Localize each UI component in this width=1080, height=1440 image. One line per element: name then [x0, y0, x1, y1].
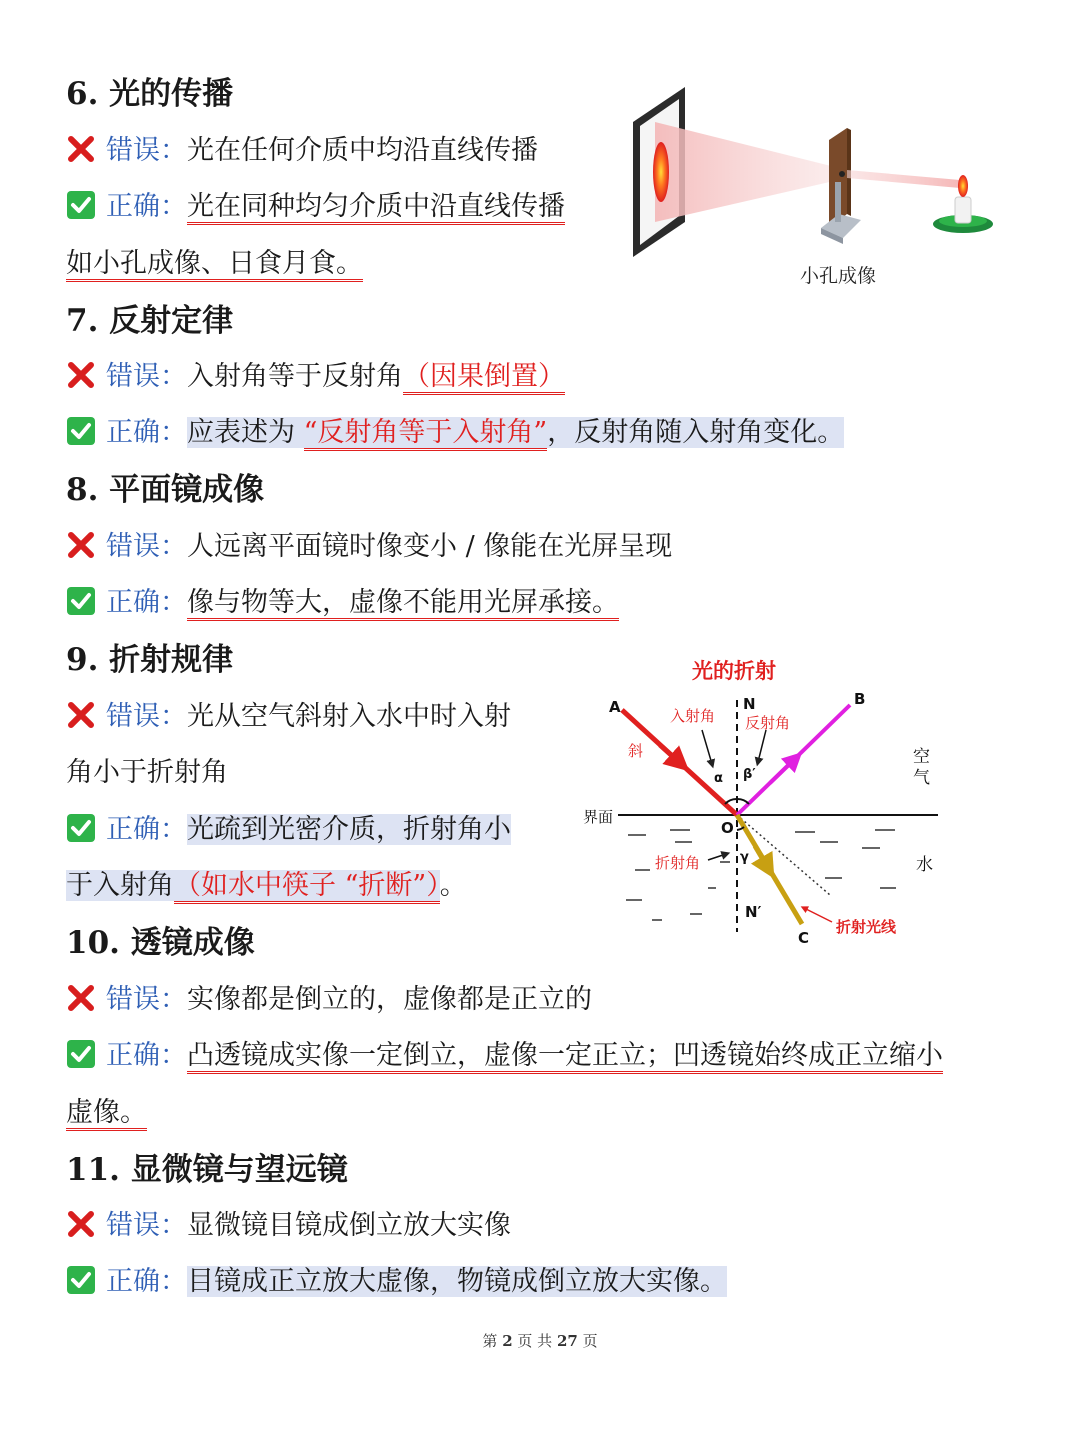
cross-icon	[66, 134, 96, 164]
normal-n-label: N	[743, 695, 756, 713]
s6-right-text-2: 如小孔成像、日食月食。	[66, 248, 363, 282]
right-label: 正确：	[106, 1040, 187, 1071]
wrong-label: 错误：	[106, 361, 187, 392]
check-icon	[66, 586, 96, 616]
footer-suffix: 页	[577, 1332, 598, 1350]
refract-ray-label: 折射光线	[836, 918, 897, 936]
s9-wrong-text: 光从空气斜射入水中时入射	[187, 701, 511, 732]
check-icon	[66, 1265, 96, 1295]
s8-right-row	[66, 583, 619, 623]
s7-right-row	[66, 413, 844, 453]
s10-wrong-row	[66, 980, 592, 1020]
s7-wrong-text: 入射角等于反射角	[187, 361, 403, 392]
s8-wrong-text: 人远离平面镜时像变小 / 像能在光屏呈现	[187, 531, 673, 562]
s9-right-text-2c: 。	[439, 870, 467, 901]
s7-wrong-note: （因果倒置）	[403, 361, 565, 395]
s11-right-text: 目镜成正立放大虚像，物镜成倒立放大实像。	[187, 1266, 727, 1297]
s7-right-highlight	[187, 417, 844, 448]
normal-n2-label: N′	[745, 903, 762, 921]
s9-right-row-2	[66, 866, 467, 906]
cross-icon	[66, 983, 96, 1013]
cross-icon	[66, 1209, 96, 1239]
point-o-label: O	[721, 819, 734, 837]
section-9-title: 9. 折射规律	[66, 642, 234, 678]
refraction-title: 光的折射	[692, 659, 776, 683]
s8-wrong-row	[66, 527, 672, 567]
s10-right-row	[66, 1036, 943, 1076]
s6-right-row	[66, 187, 565, 227]
right-label: 正确：	[106, 1266, 187, 1297]
s7-right-text-b: ，反射角随入射角变化。	[547, 417, 845, 448]
s9-right-note: （如水中筷子 “折断”）	[174, 870, 440, 904]
air-label-2: 气	[913, 768, 930, 788]
section-10-title: 10. 透镜成像	[66, 925, 255, 961]
alpha-label: α	[714, 771, 723, 786]
refraction-figure	[580, 652, 950, 957]
s6-wrong-row	[66, 131, 538, 171]
cross-icon	[66, 360, 96, 390]
s6-right-row-2	[66, 244, 363, 284]
ray-point-c-label: C	[798, 929, 810, 947]
s9-wrong-row-2	[66, 753, 228, 793]
ray-point-a-label: A	[609, 698, 621, 716]
s6-right-text: 光在同种均匀介质中沿直线传播	[187, 191, 565, 225]
section-6-title: 6. 光的传播	[66, 76, 234, 112]
check-icon	[66, 813, 96, 843]
check-icon	[66, 1039, 96, 1069]
s6-wrong-text: 光在任何介质中均沿直线传播	[187, 135, 538, 166]
page-number: 2	[502, 1332, 513, 1350]
ray-point-b-label: B	[854, 690, 866, 708]
footer-prefix: 第	[482, 1332, 503, 1350]
s7-right-text-a: 应表述为	[187, 417, 304, 448]
page-footer	[0, 1330, 1080, 1351]
section-7-title: 7. 反射定律	[66, 303, 234, 339]
page-total: 27	[556, 1332, 578, 1350]
s10-wrong-text: 实像都是倒立的，虚像都是正立的	[187, 984, 592, 1015]
interface-label: 界面	[583, 808, 614, 826]
s9-right-row	[66, 810, 511, 850]
incident-angle-label: 入射角	[670, 707, 716, 725]
pinhole-caption: 小孔成像	[800, 265, 877, 287]
s8-right-text: 像与物等大，虚像不能用光屏承接。	[187, 587, 619, 621]
wrong-label: 错误：	[106, 984, 187, 1015]
s10-right-text: 凸透镜成实像一定倒立，虚像一定正立；凹透镜始终成正立缩小	[187, 1040, 943, 1074]
wrong-label: 错误：	[106, 1210, 187, 1241]
wrong-label: 错误：	[106, 531, 187, 562]
s11-right-row	[66, 1262, 727, 1302]
refract-angle-label: 折射角	[655, 854, 701, 872]
right-label: 正确：	[106, 587, 187, 618]
section-8-title: 8. 平面镜成像	[66, 472, 265, 508]
wrong-label: 错误：	[106, 701, 187, 732]
s11-wrong-text: 显微镜目镜成倒立放大实像	[187, 1210, 511, 1241]
check-icon	[66, 416, 96, 446]
pinhole-figure	[625, 82, 1005, 292]
s9-wrong-text-2: 角小于折射角	[66, 757, 228, 788]
s11-wrong-row	[66, 1206, 511, 1246]
s9-right-text-2a: 于入射角	[66, 870, 174, 901]
slant-label: 斜	[628, 742, 644, 760]
s10-right-row-2	[66, 1093, 147, 1133]
gamma-label: γ	[740, 850, 749, 865]
s10-right-text-2: 虚像。	[66, 1097, 147, 1131]
beta-label: β′	[743, 767, 756, 782]
s9-right-text: 光疏到光密介质，折射角小	[187, 814, 511, 845]
s9-wrong-row	[66, 697, 511, 737]
cross-icon	[66, 530, 96, 560]
wrong-label: 错误：	[106, 135, 187, 166]
s9-right-highlight-2	[66, 870, 440, 901]
right-label: 正确：	[106, 417, 187, 448]
s7-right-quote: “反射角等于入射角”	[304, 417, 548, 451]
cross-icon	[66, 700, 96, 730]
footer-mid: 页 共	[512, 1332, 557, 1350]
reflect-angle-label: 反射角	[745, 714, 791, 732]
air-label-1: 空	[913, 747, 930, 767]
right-label: 正确：	[106, 814, 187, 845]
section-11-title: 11. 显微镜与望远镜	[66, 1152, 348, 1188]
s7-wrong-row	[66, 357, 565, 397]
right-label: 正确：	[106, 191, 187, 222]
check-icon	[66, 190, 96, 220]
water-label: 水	[916, 855, 933, 875]
